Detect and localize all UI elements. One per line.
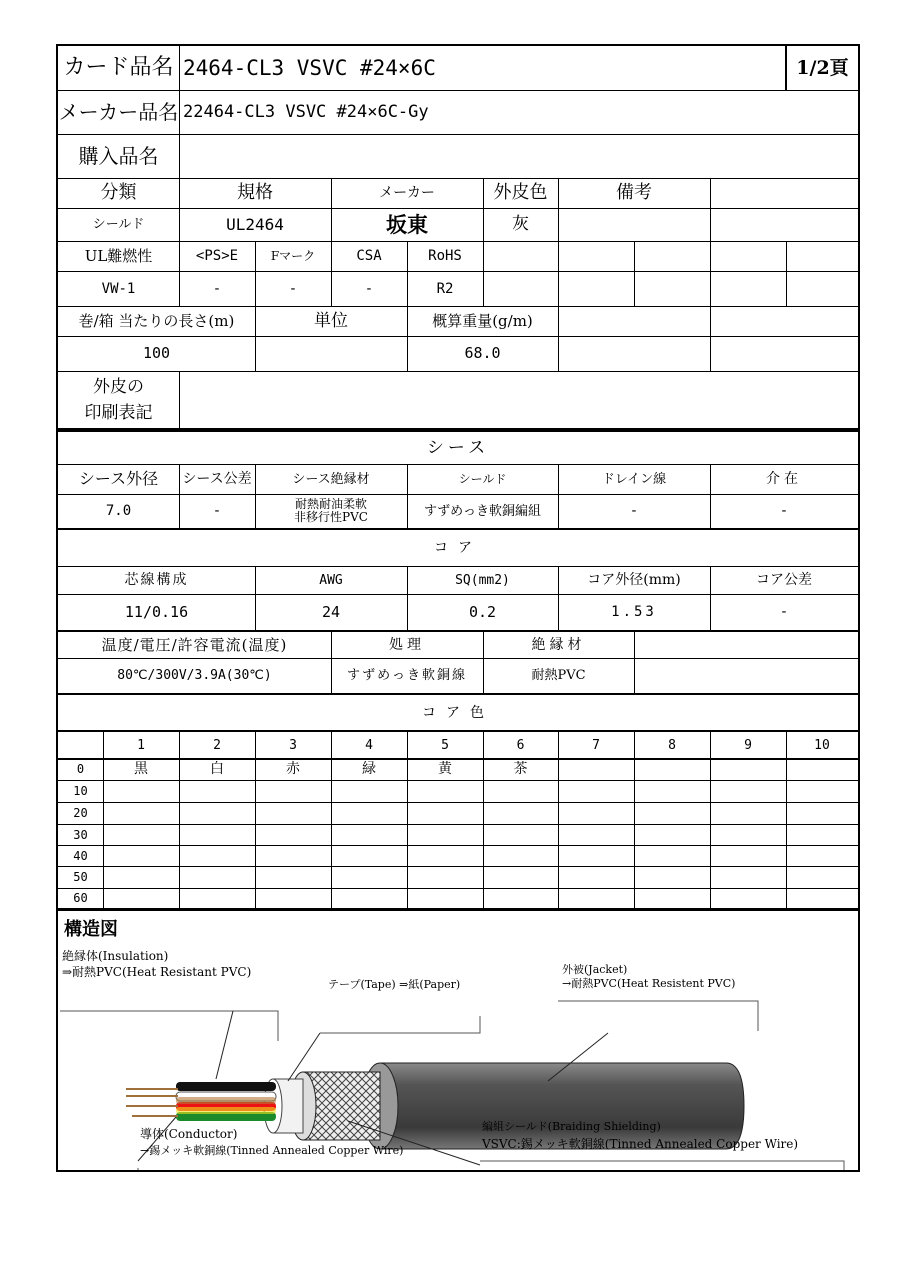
braid-callout-line2: VSVC:錫メッキ軟銅線(Tinned Annealed Copper Wire) — [482, 1137, 799, 1151]
rohs-value: R2 — [436, 280, 454, 297]
core-color-row-10: 10 — [73, 784, 88, 798]
unit-header: 単位 — [314, 310, 348, 331]
jacket-color-value: 灰 — [512, 214, 529, 234]
treatment-value: すずめっき軟銅線 — [346, 668, 467, 683]
temp-value: 80℃/300V/3.9A(30℃) — [117, 668, 272, 683]
core-color-col-9: 9 — [744, 737, 752, 753]
shield-value: すずめっき軟銅編組 — [423, 503, 541, 519]
sheath-od-header: シース外径 — [78, 469, 159, 488]
core-tol-header: コア公差 — [756, 572, 812, 588]
sheath-insul-header: シース絶縁材 — [292, 471, 370, 487]
core-color-col-7: 7 — [592, 737, 600, 753]
remarks-header: 備考 — [616, 182, 652, 203]
core-color-row-30: 30 — [73, 827, 88, 842]
core-color-col-4: 4 — [365, 737, 373, 753]
maker-name-value: 22464-CL3 VSVC #24×6C-Gy — [183, 101, 429, 122]
drain-header: ドレイン線 — [601, 471, 667, 487]
length-value: 100 — [142, 344, 171, 362]
core-color-cell — [558, 758, 634, 780]
drain-value: - — [629, 503, 639, 519]
sheath-tol-header: シース公差 — [182, 471, 252, 487]
card-name-label: カード品名 — [63, 55, 174, 80]
core-color-col-1: 1 — [137, 737, 145, 753]
core-color-row-60: 60 — [73, 891, 88, 905]
awg-header: AWG — [319, 572, 343, 588]
core-color-title: コア色 — [422, 704, 494, 721]
jacket-color-header: 外皮色 — [493, 182, 548, 203]
core-color-cell — [710, 758, 786, 780]
core-color-row-50: 50 — [73, 870, 88, 884]
sq-header: SQ(mm2) — [455, 572, 510, 588]
insulation-callout-line2: ⇒耐熱PVC(Heat Resistant PVC) — [62, 965, 252, 979]
treatment-header: 処理 — [389, 637, 425, 653]
core-od-header: コア外径(mm) — [587, 572, 681, 588]
category-header: 分類 — [100, 182, 137, 203]
core-color-cell — [634, 758, 710, 780]
temp-header: 温度/電圧/許容電流(温度) — [101, 635, 288, 654]
page-indicator: 1/2頁 — [796, 56, 849, 79]
weight-header: 概算重量(g/m) — [432, 311, 533, 330]
core-color-col-2: 2 — [213, 737, 221, 753]
category-value: シールド — [92, 217, 145, 232]
maker-name-label: メーカー品名 — [58, 100, 179, 124]
core-color-cell: 赤 — [286, 761, 300, 777]
core-color-col-3: 3 — [289, 737, 297, 753]
print-label-line2: 印刷表記 — [84, 402, 153, 423]
core-color-row-20: 20 — [73, 806, 88, 820]
strand-value: 11/0.16 — [124, 602, 189, 621]
insulation-callout-line1: 絶縁体(Insulation) — [62, 949, 169, 963]
core-color-col-8: 8 — [668, 737, 676, 753]
jacket-callout-line2: →耐熱PVC(Heat Resistent PVC) — [562, 976, 736, 990]
filler-value: - — [779, 503, 789, 519]
core-color-cell: 緑 — [362, 761, 376, 777]
core-od-value: 1.53 — [611, 604, 657, 620]
standard-value: UL2464 — [226, 214, 284, 234]
core-tol-value: - — [779, 604, 789, 620]
ps-e-value: - — [212, 280, 222, 297]
ps-e-header: <PS>E — [195, 248, 239, 264]
tape-callout: テープ(Tape) ⇒紙(Paper) — [328, 977, 461, 991]
core-color-cell — [786, 758, 858, 780]
core-color-row-40: 40 — [73, 848, 88, 863]
shield-header: シールド — [458, 472, 507, 486]
f-mark-header: Fマーク — [270, 249, 316, 263]
core-color-cell: 白 — [210, 761, 224, 777]
length-header: 巻/箱 当たりの長さ(m) — [78, 311, 235, 330]
sq-value: 0.2 — [468, 602, 497, 621]
maker-header: メーカー — [379, 185, 435, 201]
f-mark-value: - — [288, 280, 298, 297]
ul-flame-header: UL難燃性 — [84, 246, 153, 265]
print-value — [179, 371, 783, 428]
core-color-col-5: 5 — [441, 737, 449, 753]
spec-sheet — [56, 44, 860, 1172]
insulation-value: 耐熱PVC — [531, 668, 586, 683]
unit-value — [255, 336, 407, 371]
braid-callout-line1: 編組シールド(Braiding Shielding) — [482, 1119, 661, 1133]
remarks-value — [558, 208, 710, 241]
core-color-row-0: 0 — [76, 762, 85, 776]
weight-value: 68.0 — [464, 344, 501, 362]
sheath-title: シース — [426, 437, 490, 458]
strand-header: 芯線構成 — [124, 572, 189, 588]
core-title: コア — [434, 540, 482, 556]
filler-header: 介在 — [766, 471, 802, 487]
sheath-tol-value: - — [212, 503, 222, 519]
core-color-cell: 茶 — [513, 761, 528, 777]
standard-header: 規格 — [237, 182, 273, 203]
print-label-line1: 外皮の — [93, 376, 144, 397]
purchase-name-label: 購入品名 — [78, 144, 159, 168]
core-color-col-10: 10 — [814, 737, 830, 753]
purchase-name-value — [179, 134, 783, 178]
ul-flame-value: VW-1 — [101, 280, 136, 297]
insulation-header: 絶縁材 — [531, 637, 586, 653]
conductor-callout-line1: 導体(Conductor) — [140, 1127, 238, 1141]
conductor-callout-line2: →錫メッキ軟銅線(Tinned Annealed Copper Wire) — [140, 1143, 404, 1157]
core-color-cell: 黄 — [438, 761, 452, 777]
core-color-col-6: 6 — [516, 737, 525, 753]
csa-value: - — [364, 280, 374, 297]
core-color-cell: 黒 — [134, 761, 148, 777]
card-name-value: 2464-CL3 VSVC #24×6C — [183, 55, 436, 80]
csa-header: CSA — [356, 248, 382, 264]
structure-title: 構造図 — [64, 919, 118, 940]
maker-value: 坂東 — [386, 212, 428, 237]
jacket-callout-line1: 外被(Jacket) — [562, 962, 628, 976]
sheath-od-value: 7.0 — [105, 503, 132, 519]
rohs-header: RoHS — [428, 248, 462, 264]
awg-value: 24 — [321, 602, 341, 621]
sheath-insul-value: 耐熱耐油柔軟 非移行性PVC — [294, 496, 368, 524]
